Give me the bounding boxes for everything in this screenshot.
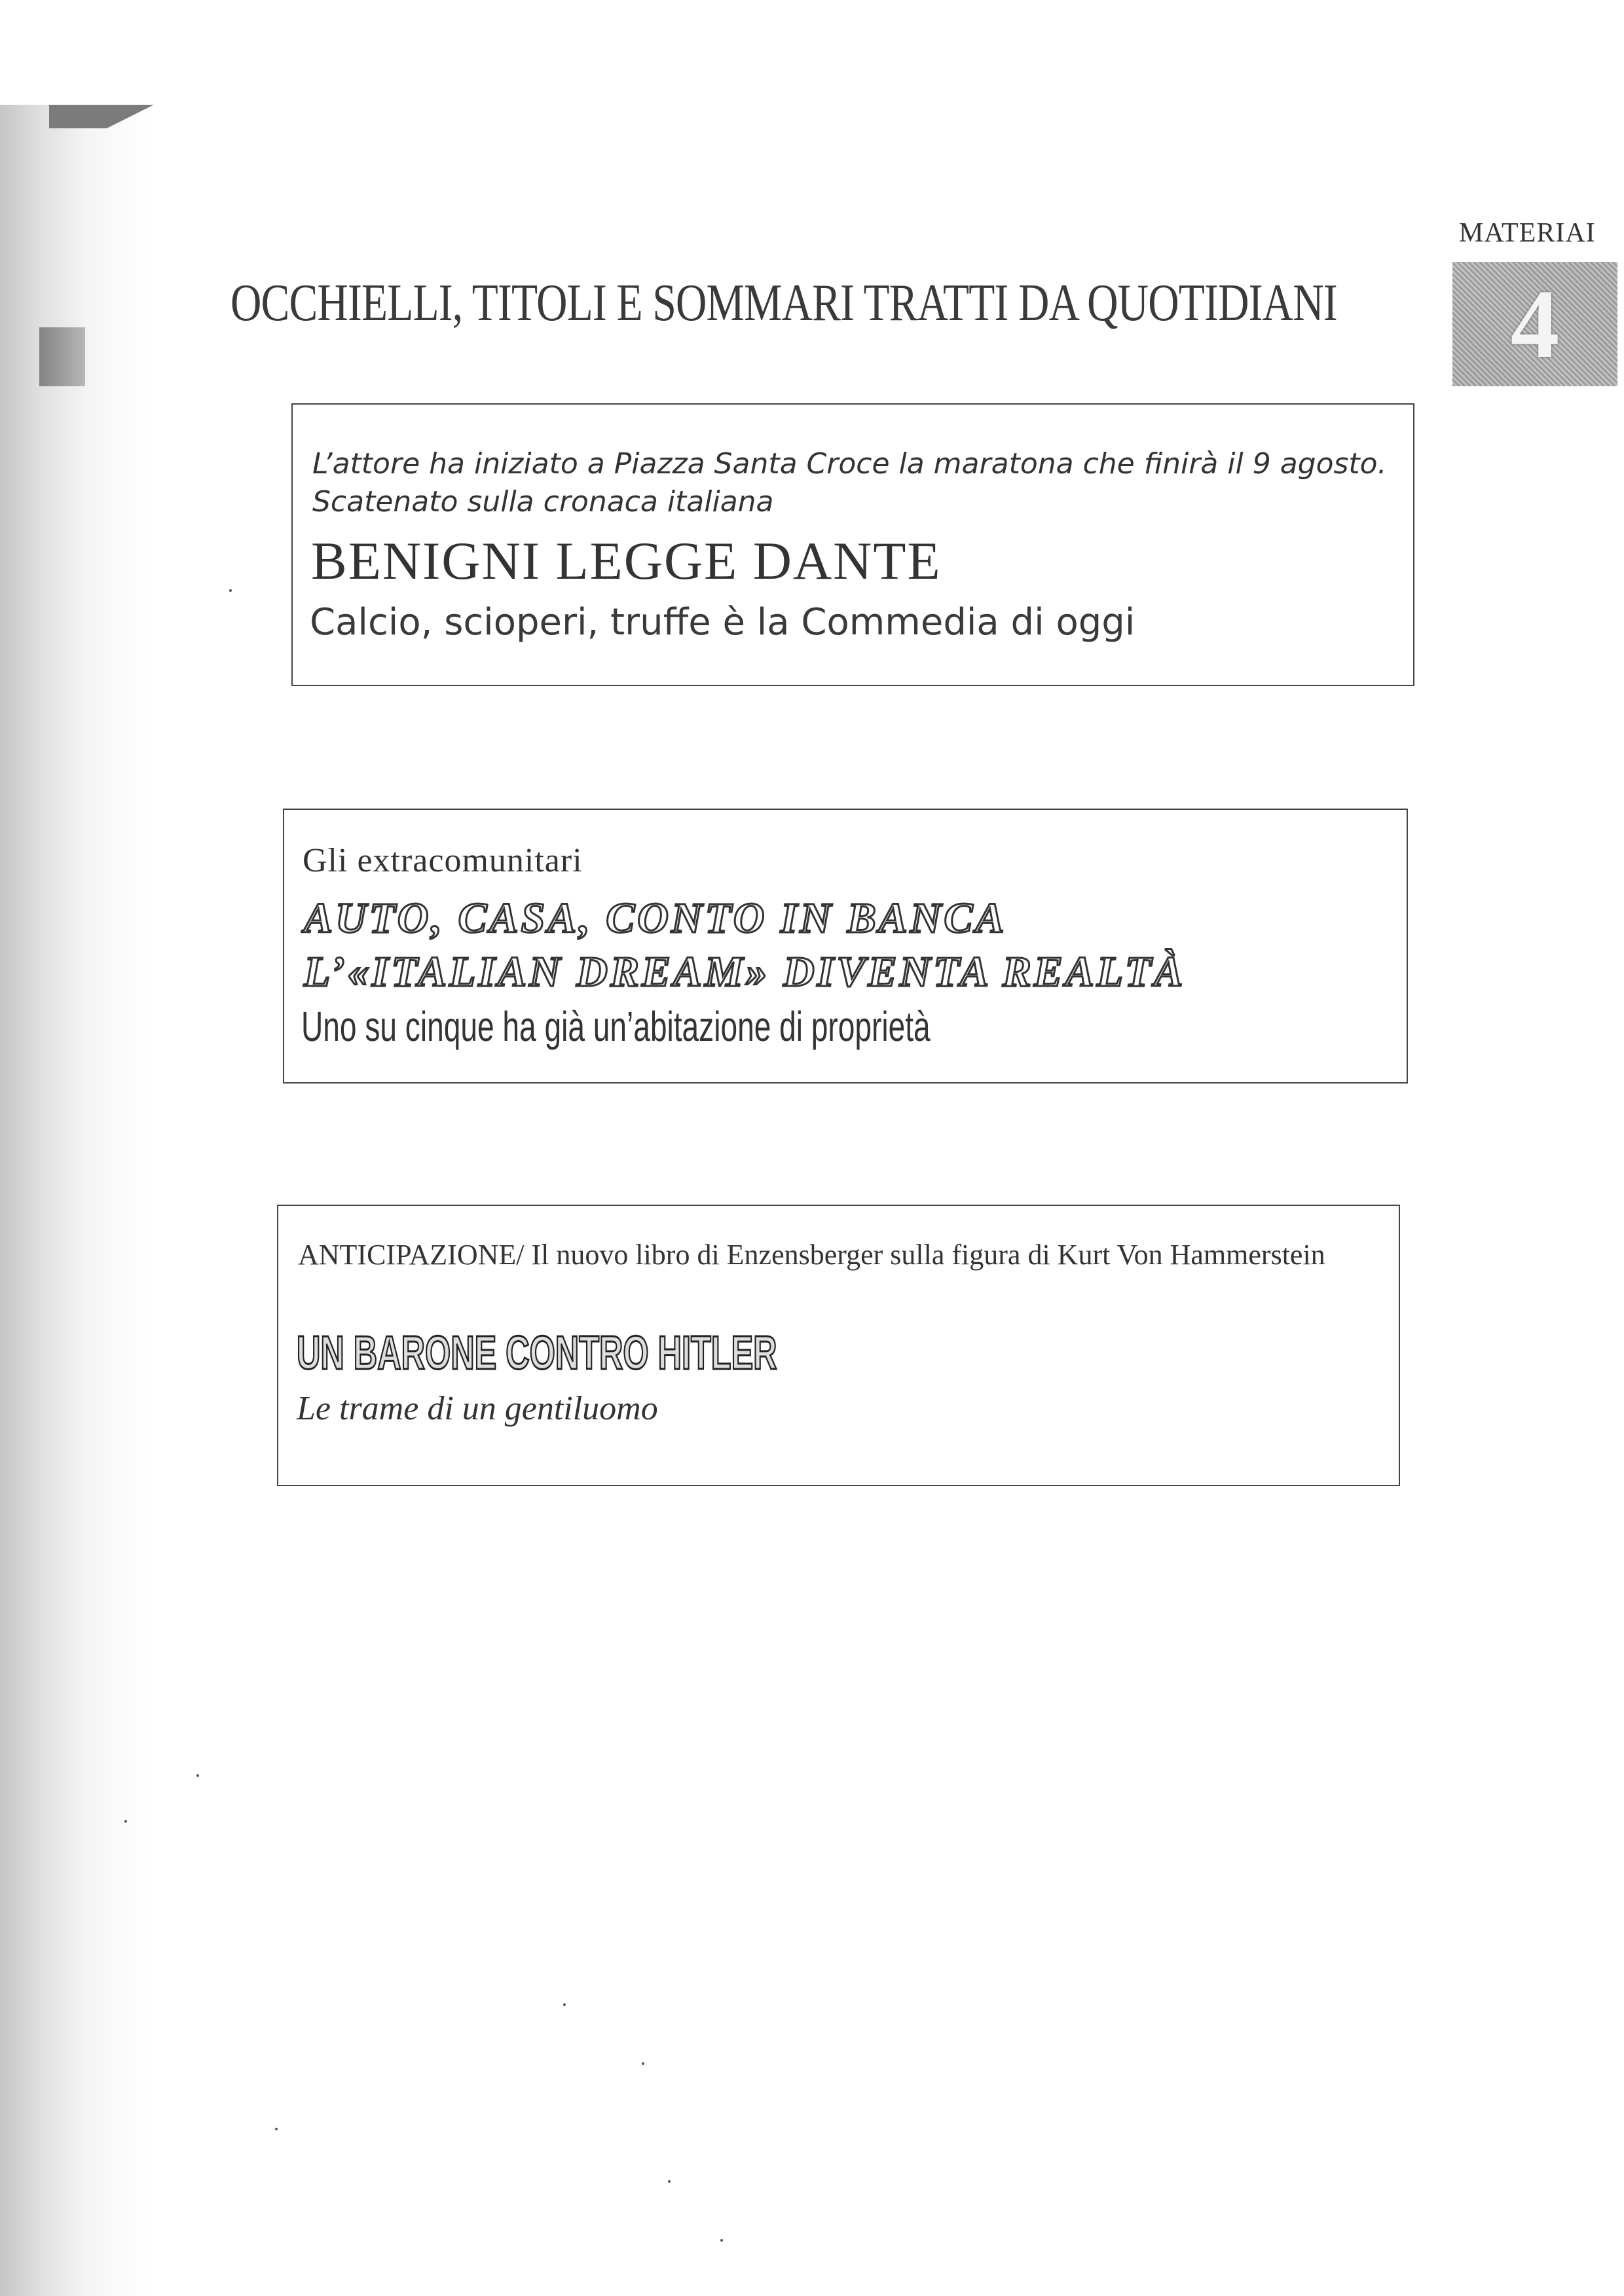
headline-box-1 <box>291 403 1414 686</box>
scan-speck <box>720 2239 723 2242</box>
scan-speck <box>196 1774 199 1777</box>
scan-speck <box>563 2003 566 2006</box>
headline-box-2 <box>283 809 1408 1084</box>
page-title: OCCHIELLI, TITOLI E SOMMARI TRATTI DA QUOTIDIANI <box>231 274 1337 332</box>
kicker: L’attore ha iniziato a Piazza Santa Croce la maratona che finirà il 9 agosto. Scatenato sulla cronaca italiana <box>312 447 1387 519</box>
headline-box-3 <box>277 1205 1400 1486</box>
scan-speck <box>275 2128 278 2130</box>
scan-speck <box>124 1820 127 1823</box>
summary: Le trame di un gentiluomo <box>297 1390 658 1427</box>
summary: Uno su cinque ha già un’abitazione di proprietà <box>301 1003 931 1050</box>
scan-speck <box>642 2062 644 2065</box>
scan-shadow <box>0 105 151 2296</box>
chapter-number: 4 <box>1510 270 1560 378</box>
kicker: ANTICIPAZIONE/ Il nuovo libro di Enzensberger sulla figura di Kurt Von Hammerstein <box>298 1239 1325 1271</box>
summary: Calcio, scioperi, truffe è la Commedia di oggi <box>310 601 1135 644</box>
section-label: MATERIAI <box>1459 218 1596 248</box>
scan-speck <box>668 2180 671 2183</box>
scan-shadow-mark <box>39 327 85 386</box>
scan-speck <box>229 589 232 592</box>
kicker: Gli extracomunitari <box>303 842 583 879</box>
headline-line-2: L’«ITALIAN DREAM» DIVENTA REALTÀ <box>304 948 1186 996</box>
chapter-badge <box>1452 262 1617 386</box>
headline: UN BARONE CONTRO HITLER <box>297 1327 777 1379</box>
headline: BENIGNI LEGGE DANTE <box>311 531 942 591</box>
headline-line-1: AUTO, CASA, CONTO IN BANCA <box>304 894 1007 942</box>
